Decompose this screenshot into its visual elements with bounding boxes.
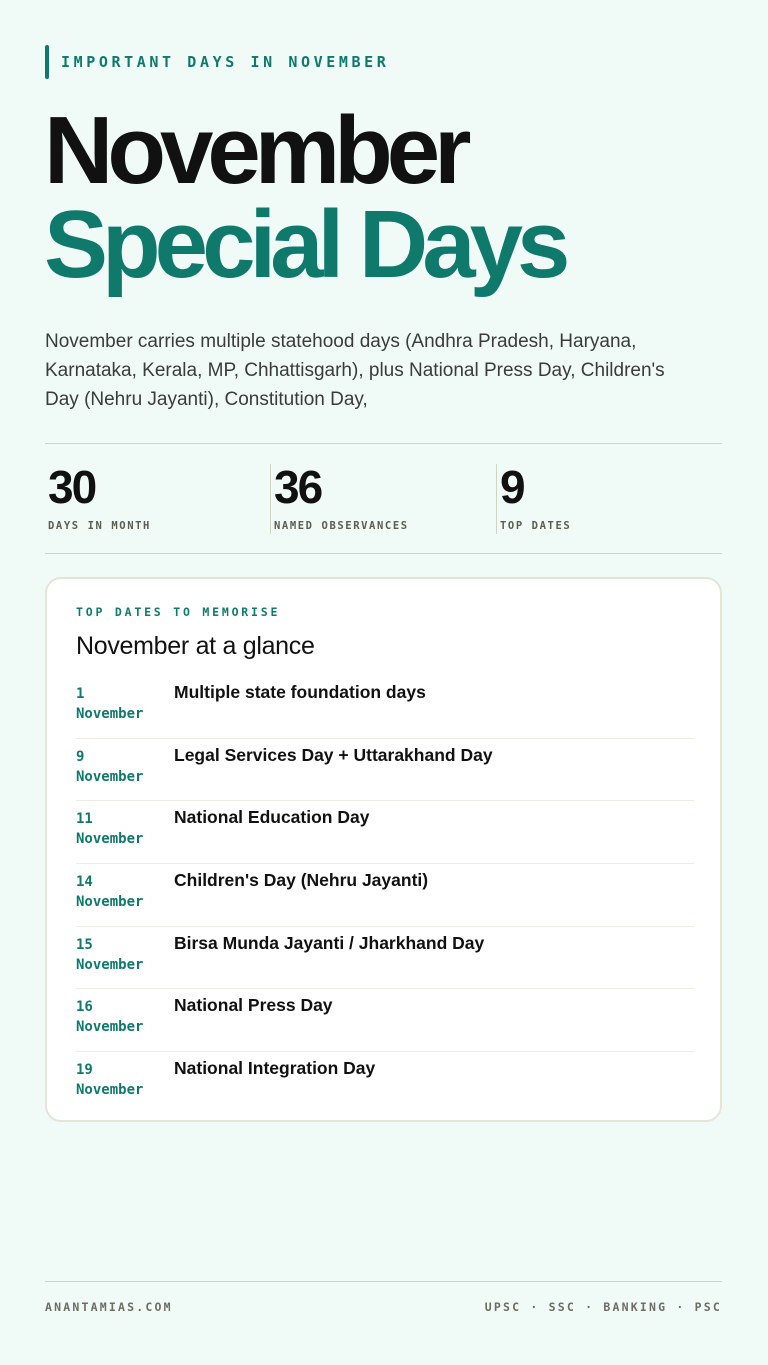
stat-named-observances <box>270 461 409 534</box>
dates-list <box>76 676 694 1115</box>
stat-label: NAMED OBSERVANCES <box>274 520 409 532</box>
stat-label: DAYS IN MONTH <box>48 520 151 532</box>
row-month: November <box>76 956 144 973</box>
list-item <box>76 927 694 990</box>
stat-days-in-month <box>45 461 151 534</box>
row-date <box>76 997 168 1037</box>
intro-paragraph: November carries multiple statehood days (Andhra Pradesh, Haryana, Karnataka, Kerala, MP, Chhattisgarh), plus National Press Day, Children's Day (Nehru Jayanti), Constitution Day, <box>45 331 665 410</box>
eyebrow <box>45 45 389 79</box>
row-day: 14 <box>76 874 93 891</box>
accent-bar <box>45 45 49 79</box>
stat-value: 30 <box>48 461 96 513</box>
row-date <box>76 809 168 849</box>
row-date <box>76 1060 168 1100</box>
row-day: 15 <box>76 936 93 953</box>
stat-label: TOP DATES <box>500 520 572 532</box>
row-month: November <box>76 768 144 785</box>
row-event: National Press Day <box>174 995 333 1016</box>
list-item <box>76 1052 694 1115</box>
list-item <box>76 989 694 1052</box>
footer-tags: UPSC · SSC · BANKING · PSC <box>484 1300 722 1314</box>
stat-value: 36 <box>274 461 322 513</box>
row-event: Birsa Munda Jayanti / Jharkhand Day <box>174 932 485 953</box>
footer-divider <box>45 1281 722 1282</box>
row-event: National Integration Day <box>174 1058 376 1079</box>
row-date <box>76 935 168 975</box>
list-item <box>76 864 694 927</box>
card-title: November at a glance <box>76 632 315 660</box>
card-eyebrow: TOP DATES TO MEMORISE <box>76 605 281 619</box>
divider-bottom <box>45 553 722 554</box>
row-event: Legal Services Day + Uttarakhand Day <box>174 744 493 765</box>
page-title-line-2: Special Days <box>44 191 565 298</box>
list-item <box>76 739 694 802</box>
list-item <box>76 801 694 864</box>
row-month: November <box>76 706 144 722</box>
row-day: 9 <box>76 748 85 765</box>
row-month: November <box>76 1082 144 1099</box>
row-event: Multiple state foundation days <box>174 682 426 702</box>
row-day: 11 <box>76 811 93 828</box>
row-day: 16 <box>76 999 93 1016</box>
row-day: 1 <box>76 686 85 702</box>
page-title-line-1: November <box>44 97 466 204</box>
stat-value: 9 <box>500 461 524 513</box>
row-date <box>76 684 168 724</box>
row-month: November <box>76 894 144 911</box>
row-month: November <box>76 831 144 848</box>
row-event: Children's Day (Nehru Jayanti) <box>174 870 429 891</box>
stats-row <box>45 444 722 553</box>
footer-site: ANANTAMIAS.COM <box>45 1300 173 1314</box>
row-day: 19 <box>76 1062 93 1079</box>
row-date <box>76 747 168 787</box>
list-item <box>76 676 694 739</box>
row-date <box>76 872 168 912</box>
row-month: November <box>76 1019 144 1036</box>
dates-card <box>45 577 722 1122</box>
stat-top-dates <box>496 461 572 534</box>
row-event: National Education Day <box>174 807 370 828</box>
eyebrow-text: IMPORTANT DAYS IN NOVEMBER <box>61 53 390 71</box>
